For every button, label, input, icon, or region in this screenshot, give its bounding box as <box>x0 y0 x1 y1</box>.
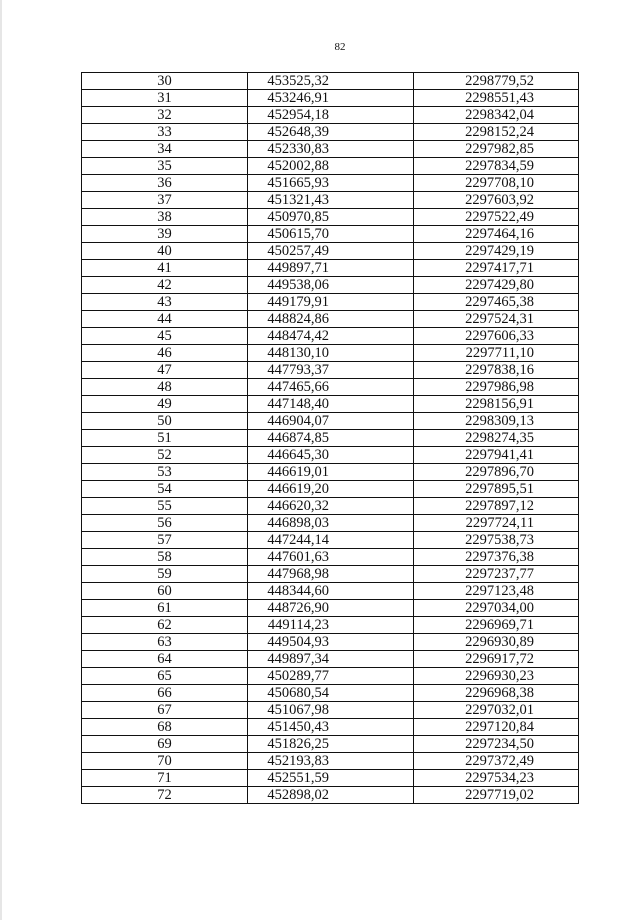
x-coordinate-cell: 452330,83 <box>248 141 414 158</box>
table-row <box>82 600 579 617</box>
x-coordinate-cell: 447793,37 <box>248 362 414 379</box>
x-coordinate-cell: 449538,06 <box>248 277 414 294</box>
point-number-cell: 48 <box>82 379 248 396</box>
table-row <box>82 294 579 311</box>
y-coordinate-cell: 2297606,33 <box>414 328 579 345</box>
x-coordinate-cell: 449179,91 <box>248 294 414 311</box>
table-row <box>82 549 579 566</box>
point-number-cell: 32 <box>82 107 248 124</box>
x-coordinate-cell: 447465,66 <box>248 379 414 396</box>
y-coordinate-cell: 2298156,91 <box>414 396 579 413</box>
x-coordinate-cell: 449504,93 <box>248 634 414 651</box>
y-coordinate-cell: 2297123,48 <box>414 583 579 600</box>
y-coordinate-cell: 2297465,38 <box>414 294 579 311</box>
point-number-cell: 66 <box>82 685 248 702</box>
page-number: 82 <box>334 41 346 53</box>
point-number-cell: 60 <box>82 583 248 600</box>
table-row <box>82 158 579 175</box>
table-row <box>82 124 579 141</box>
table-row <box>82 617 579 634</box>
table-row <box>82 345 579 362</box>
y-coordinate-cell: 2297708,10 <box>414 175 579 192</box>
table-row <box>82 464 579 481</box>
x-coordinate-cell: 448344,60 <box>248 583 414 600</box>
point-number-cell: 59 <box>82 566 248 583</box>
y-coordinate-cell: 2298342,04 <box>414 107 579 124</box>
x-coordinate-cell: 452002,88 <box>248 158 414 175</box>
x-coordinate-cell: 452648,39 <box>248 124 414 141</box>
y-coordinate-cell: 2297237,77 <box>414 566 579 583</box>
y-coordinate-cell: 2297834,59 <box>414 158 579 175</box>
y-coordinate-cell: 2296917,72 <box>414 651 579 668</box>
y-coordinate-cell: 2297941,41 <box>414 447 579 464</box>
point-number-cell: 42 <box>82 277 248 294</box>
table-row <box>82 736 579 753</box>
point-number-cell: 43 <box>82 294 248 311</box>
x-coordinate-cell: 451665,93 <box>248 175 414 192</box>
point-number-cell: 39 <box>82 226 248 243</box>
y-coordinate-cell: 2297603,92 <box>414 192 579 209</box>
y-coordinate-cell: 2297538,73 <box>414 532 579 549</box>
point-number-cell: 31 <box>82 90 248 107</box>
x-coordinate-cell: 452954,18 <box>248 107 414 124</box>
x-coordinate-cell: 446619,20 <box>248 481 414 498</box>
table-row <box>82 362 579 379</box>
x-coordinate-cell: 451450,43 <box>248 719 414 736</box>
x-coordinate-cell: 447244,14 <box>248 532 414 549</box>
table-row <box>82 209 579 226</box>
table-row <box>82 532 579 549</box>
y-coordinate-cell: 2296969,71 <box>414 617 579 634</box>
point-number-cell: 68 <box>82 719 248 736</box>
y-coordinate-cell: 2297896,70 <box>414 464 579 481</box>
table-row <box>82 107 579 124</box>
x-coordinate-cell: 448130,10 <box>248 345 414 362</box>
y-coordinate-cell: 2297032,01 <box>414 702 579 719</box>
y-coordinate-cell: 2296930,23 <box>414 668 579 685</box>
x-coordinate-cell: 448824,86 <box>248 311 414 328</box>
point-number-cell: 53 <box>82 464 248 481</box>
table-row <box>82 243 579 260</box>
x-coordinate-cell: 449897,71 <box>248 260 414 277</box>
y-coordinate-cell: 2297429,19 <box>414 243 579 260</box>
point-number-cell: 62 <box>82 617 248 634</box>
point-number-cell: 47 <box>82 362 248 379</box>
x-coordinate-cell: 450615,70 <box>248 226 414 243</box>
point-number-cell: 70 <box>82 753 248 770</box>
table-row <box>82 396 579 413</box>
point-number-cell: 46 <box>82 345 248 362</box>
x-coordinate-cell: 451321,43 <box>248 192 414 209</box>
table-row <box>82 498 579 515</box>
point-number-cell: 51 <box>82 430 248 447</box>
y-coordinate-cell: 2297464,16 <box>414 226 579 243</box>
table-row <box>82 702 579 719</box>
table-row <box>82 566 579 583</box>
y-coordinate-cell: 2297895,51 <box>414 481 579 498</box>
point-number-cell: 49 <box>82 396 248 413</box>
point-number-cell: 44 <box>82 311 248 328</box>
x-coordinate-cell: 448474,42 <box>248 328 414 345</box>
point-number-cell: 40 <box>82 243 248 260</box>
point-number-cell: 33 <box>82 124 248 141</box>
table-row <box>82 226 579 243</box>
table-row <box>82 668 579 685</box>
y-coordinate-cell: 2298551,43 <box>414 90 579 107</box>
x-coordinate-cell: 450257,49 <box>248 243 414 260</box>
table-row <box>82 515 579 532</box>
point-number-cell: 54 <box>82 481 248 498</box>
point-number-cell: 58 <box>82 549 248 566</box>
table-row <box>82 787 579 804</box>
y-coordinate-cell: 2297524,31 <box>414 311 579 328</box>
y-coordinate-cell: 2297711,10 <box>414 345 579 362</box>
point-number-cell: 37 <box>82 192 248 209</box>
y-coordinate-cell: 2297534,23 <box>414 770 579 787</box>
x-coordinate-cell: 446645,30 <box>248 447 414 464</box>
scan-edge <box>0 0 2 920</box>
y-coordinate-cell: 2296930,89 <box>414 634 579 651</box>
x-coordinate-cell: 446620,32 <box>248 498 414 515</box>
x-coordinate-cell: 452898,02 <box>248 787 414 804</box>
y-coordinate-cell: 2297719,02 <box>414 787 579 804</box>
point-number-cell: 72 <box>82 787 248 804</box>
table-row <box>82 770 579 787</box>
point-number-cell: 35 <box>82 158 248 175</box>
x-coordinate-cell: 446619,01 <box>248 464 414 481</box>
table-row <box>82 413 579 430</box>
y-coordinate-cell: 2297372,49 <box>414 753 579 770</box>
point-number-cell: 64 <box>82 651 248 668</box>
coordinates-table <box>81 72 579 804</box>
table-row <box>82 379 579 396</box>
table-row <box>82 651 579 668</box>
x-coordinate-cell: 447968,98 <box>248 566 414 583</box>
y-coordinate-cell: 2297417,71 <box>414 260 579 277</box>
table-row <box>82 447 579 464</box>
x-coordinate-cell: 451067,98 <box>248 702 414 719</box>
x-coordinate-cell: 446898,03 <box>248 515 414 532</box>
point-number-cell: 41 <box>82 260 248 277</box>
x-coordinate-cell: 447148,40 <box>248 396 414 413</box>
x-coordinate-cell: 449114,23 <box>248 617 414 634</box>
point-number-cell: 65 <box>82 668 248 685</box>
point-number-cell: 61 <box>82 600 248 617</box>
y-coordinate-cell: 2297724,11 <box>414 515 579 532</box>
table-row <box>82 90 579 107</box>
coordinates-table-body <box>82 73 579 804</box>
point-number-cell: 38 <box>82 209 248 226</box>
point-number-cell: 30 <box>82 73 248 90</box>
table-row <box>82 311 579 328</box>
table-row <box>82 73 579 90</box>
point-number-cell: 34 <box>82 141 248 158</box>
point-number-cell: 45 <box>82 328 248 345</box>
table-row <box>82 634 579 651</box>
table-row <box>82 328 579 345</box>
y-coordinate-cell: 2297522,49 <box>414 209 579 226</box>
point-number-cell: 56 <box>82 515 248 532</box>
table-row <box>82 260 579 277</box>
table-row <box>82 583 579 600</box>
y-coordinate-cell: 2298274,35 <box>414 430 579 447</box>
x-coordinate-cell: 446904,07 <box>248 413 414 430</box>
x-coordinate-cell: 446874,85 <box>248 430 414 447</box>
table-row <box>82 192 579 209</box>
point-number-cell: 69 <box>82 736 248 753</box>
table-row <box>82 753 579 770</box>
y-coordinate-cell: 2297986,98 <box>414 379 579 396</box>
y-coordinate-cell: 2297838,16 <box>414 362 579 379</box>
y-coordinate-cell: 2297429,80 <box>414 277 579 294</box>
x-coordinate-cell: 453246,91 <box>248 90 414 107</box>
table-row <box>82 141 579 158</box>
x-coordinate-cell: 449897,34 <box>248 651 414 668</box>
y-coordinate-cell: 2296968,38 <box>414 685 579 702</box>
x-coordinate-cell: 452551,59 <box>248 770 414 787</box>
x-coordinate-cell: 450289,77 <box>248 668 414 685</box>
table-row <box>82 719 579 736</box>
table-row <box>82 430 579 447</box>
point-number-cell: 67 <box>82 702 248 719</box>
coordinates-table-wrapper <box>81 72 579 804</box>
y-coordinate-cell: 2298779,52 <box>414 73 579 90</box>
table-row <box>82 277 579 294</box>
x-coordinate-cell: 453525,32 <box>248 73 414 90</box>
point-number-cell: 63 <box>82 634 248 651</box>
table-row <box>82 481 579 498</box>
y-coordinate-cell: 2297120,84 <box>414 719 579 736</box>
table-row <box>82 175 579 192</box>
x-coordinate-cell: 451826,25 <box>248 736 414 753</box>
x-coordinate-cell: 447601,63 <box>248 549 414 566</box>
x-coordinate-cell: 448726,90 <box>248 600 414 617</box>
y-coordinate-cell: 2297376,38 <box>414 549 579 566</box>
point-number-cell: 50 <box>82 413 248 430</box>
point-number-cell: 55 <box>82 498 248 515</box>
point-number-cell: 57 <box>82 532 248 549</box>
point-number-cell: 36 <box>82 175 248 192</box>
y-coordinate-cell: 2297897,12 <box>414 498 579 515</box>
point-number-cell: 52 <box>82 447 248 464</box>
point-number-cell: 71 <box>82 770 248 787</box>
y-coordinate-cell: 2297234,50 <box>414 736 579 753</box>
y-coordinate-cell: 2298152,24 <box>414 124 579 141</box>
x-coordinate-cell: 452193,83 <box>248 753 414 770</box>
y-coordinate-cell: 2297982,85 <box>414 141 579 158</box>
y-coordinate-cell: 2297034,00 <box>414 600 579 617</box>
y-coordinate-cell: 2298309,13 <box>414 413 579 430</box>
x-coordinate-cell: 450680,54 <box>248 685 414 702</box>
table-row <box>82 685 579 702</box>
x-coordinate-cell: 450970,85 <box>248 209 414 226</box>
